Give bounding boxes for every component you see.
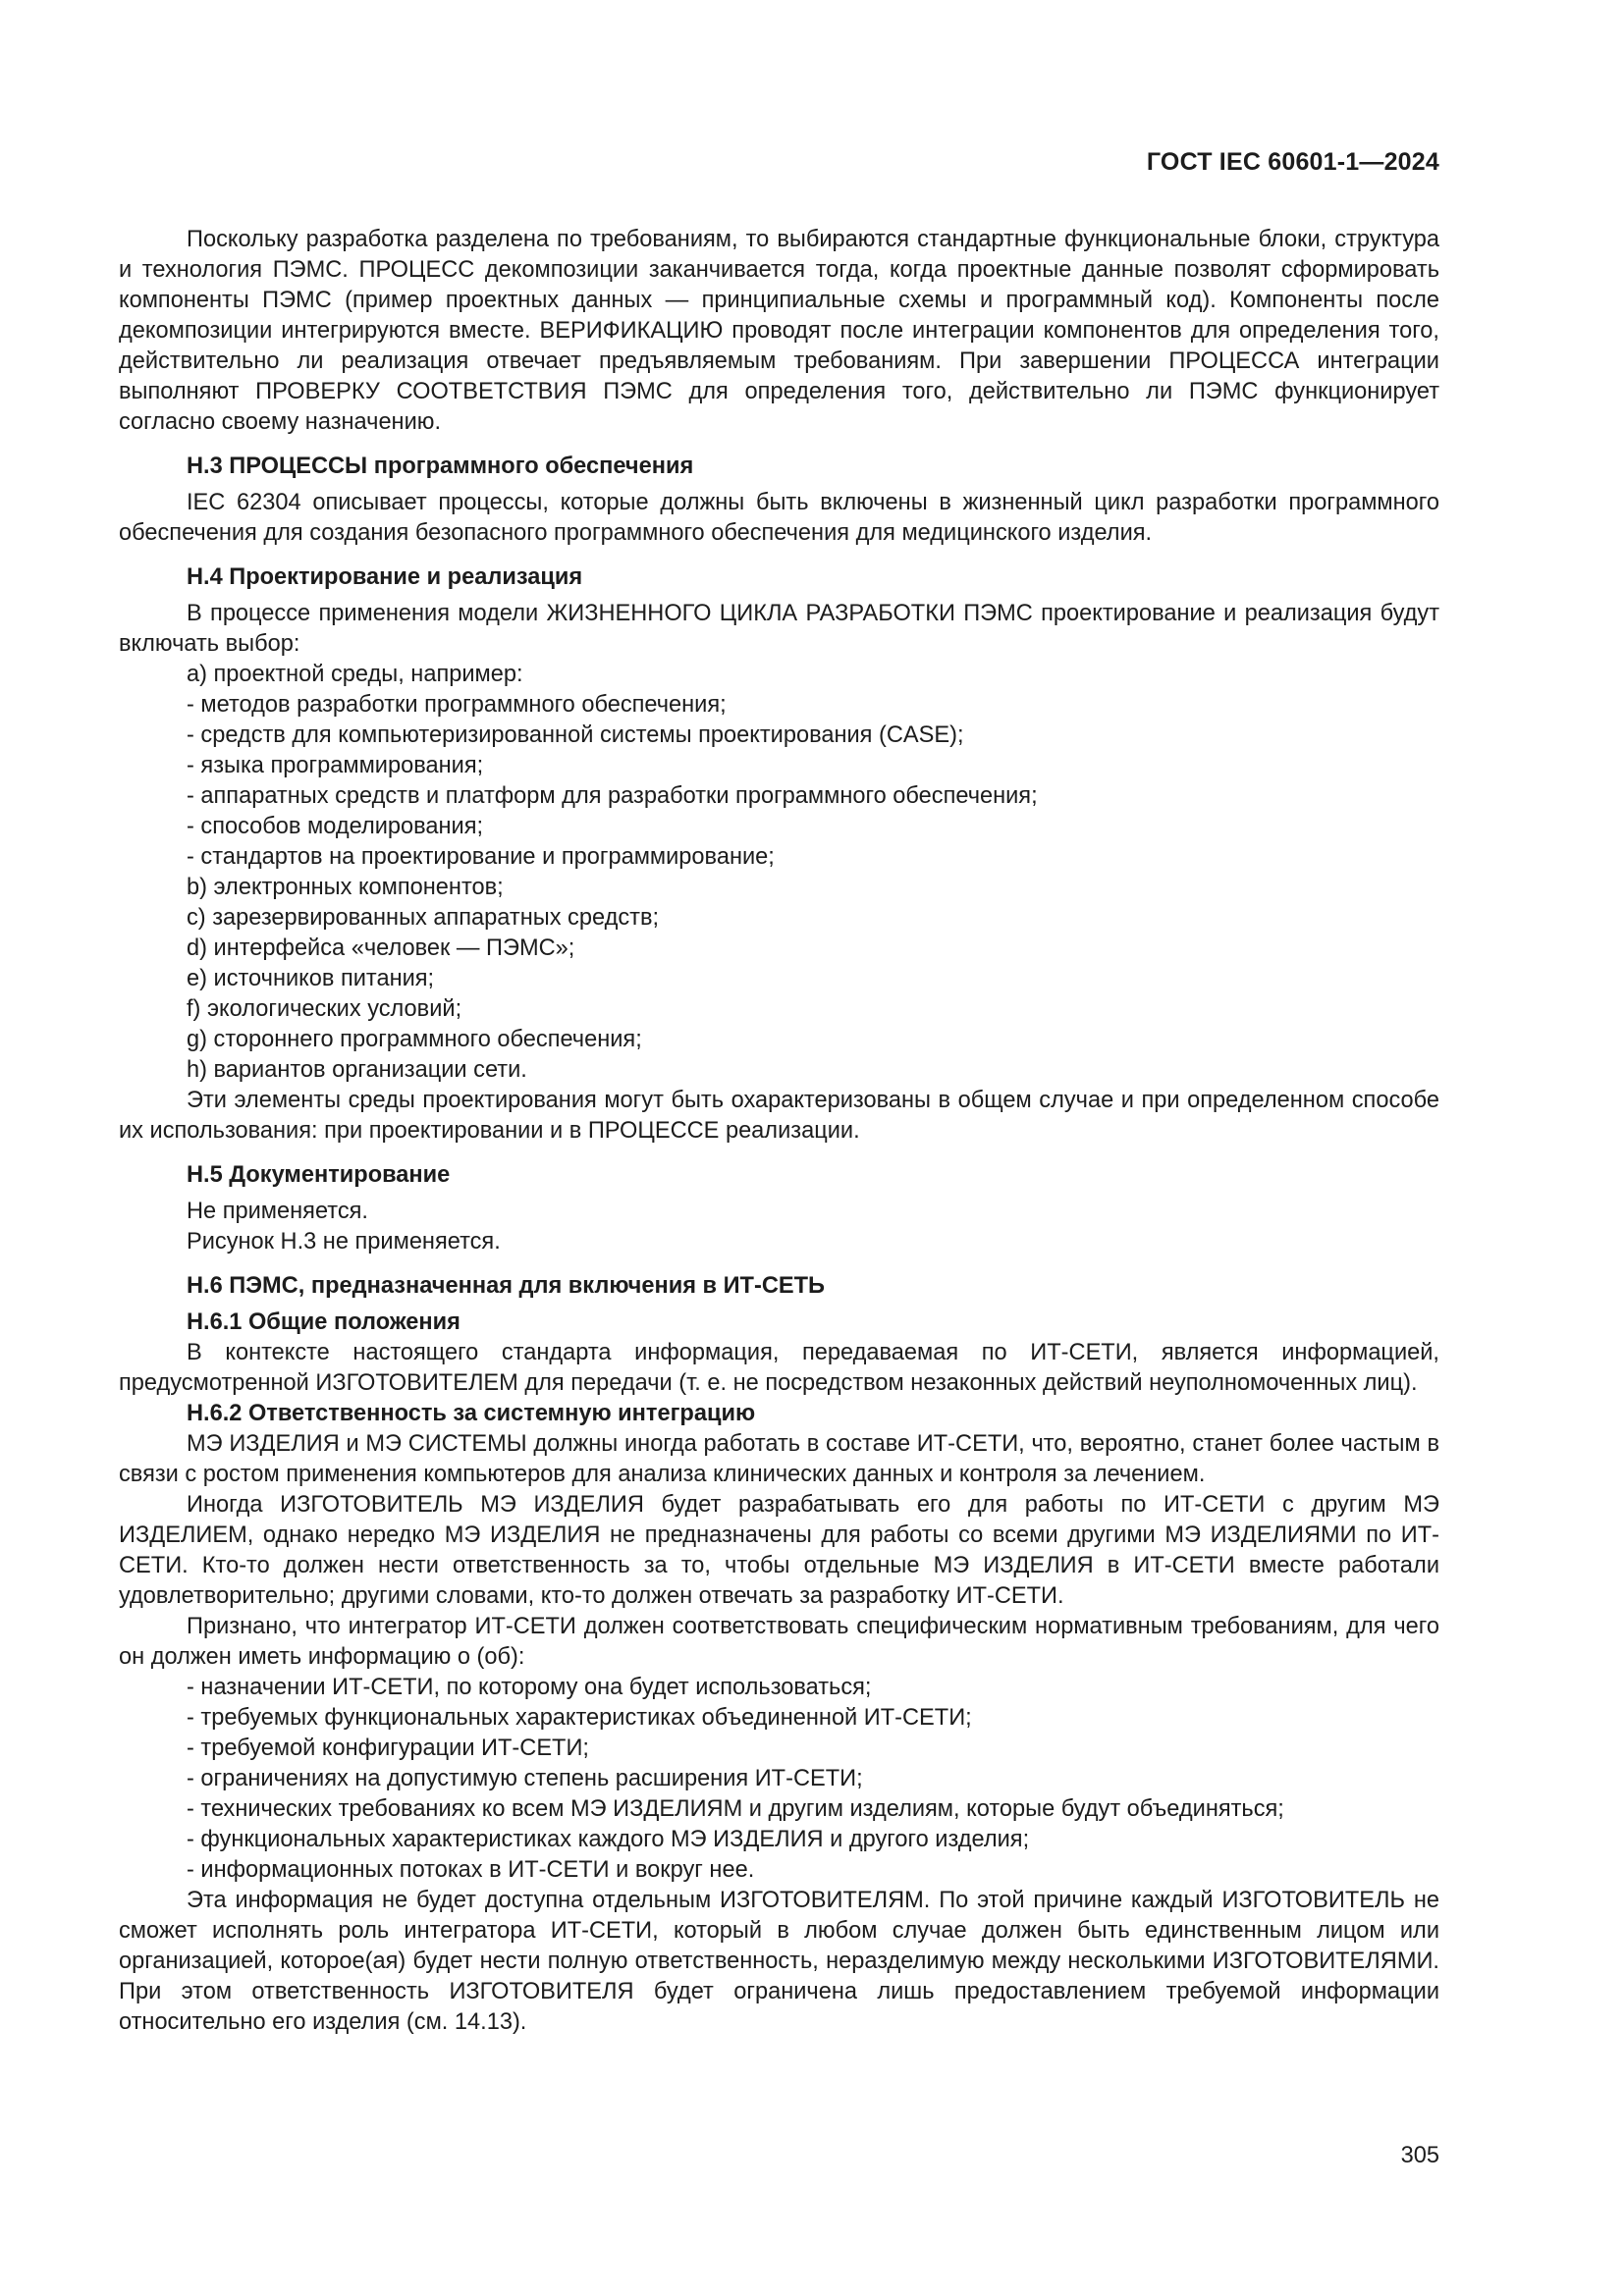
section-h4-title: Н.4 Проектирование и реализация (187, 564, 583, 590)
list-item: - информационных потоках в ИТ-СЕТИ и вокруг нее. (187, 1857, 755, 1883)
standard-designation: ГОСТ IEC 60601-1—2024 (1146, 148, 1439, 176)
list-item: - аппаратных средств и платформ для разработки программного обеспечения; (187, 783, 1038, 809)
page-number: 305 (1400, 2143, 1439, 2168)
list-item: g) стороннего программного обеспечения; (187, 1027, 642, 1052)
list-item: - языка программирования; (187, 753, 484, 778)
section-h5-title: Н.5 Документирование (187, 1162, 451, 1188)
list-item: - методов разработки программного обеспечения; (187, 692, 727, 718)
list-item: - способов моделирования; (187, 814, 484, 839)
section-h5-line2: Рисунок Н.3 не применяется. (187, 1229, 501, 1255)
intro-paragraph: Поскольку разработка разделена по требованиям, то выбираются стандартные функциональные блоки, структура и технология ПЭМС. ПРОЦЕСС декомпозиции заканчивается тогда, когда проектные данные позволят сформировать компоненты ПЭМС (пример проектных данных — принципиальные схемы и программный код). Компоненты после декомпозиции интегрируются вместе. ВЕРИФИКАЦИЮ проводят после интеграции компонентов для определения того, действительно ли реализация отвечает предъявляемым требованиям. При завершении ПРОЦЕССА интеграции выполняют ПРОВЕРКУ СООТВЕТСТВИЯ ПЭМС для определения того, действительно ли ПЭМС функционирует согласно своему назначению. (119, 227, 1439, 435)
section-h6-2-title: Н.6.2 Ответственность за системную интеграцию (187, 1401, 756, 1426)
section-h5-line1: Не применяется. (187, 1199, 368, 1224)
list-item: - технических требованиях ко всем МЭ ИЗДЕЛИЯМ и другим изделиям, которые будут объединяться; (187, 1796, 1284, 1822)
page-content (119, 225, 1439, 2038)
section-h4-paragraph: В процессе применения модели ЖИЗНЕННОГО ЦИКЛА РАЗРАБОТКИ ПЭМС проектирование и реализация будут включать выбор: (119, 601, 1439, 657)
section-h6-2-paragraph-4: Эта информация не будет доступна отдельным ИЗГОТОВИТЕЛЯМ. По этой причине каждый ИЗГОТОВИТЕЛЬ не сможет исполнять роль интегратора ИТ-СЕТИ, который в любом случае должен быть единственным лицом или организацией, которое(ая) будет нести полную ответственность, неразделимую между несколькими ИЗГОТОВИТЕЛЯМИ. При этом ответственность ИЗГОТОВИТЕЛЯ будет ограничена лишь предоставлением требуемой информации относительно его изделия (см. 14.13). (119, 1888, 1439, 2035)
list-item: b) электронных компонентов; (187, 875, 504, 900)
list-item: a) проектной среды, например: (187, 662, 523, 687)
section-h6-2-paragraph-3: Признано, что интегратор ИТ-СЕТИ должен соответствовать специфическим нормативным требованиям, для чего он должен иметь информацию о (об): (119, 1614, 1439, 1670)
list-item: - функциональных характеристиках каждого МЭ ИЗДЕЛИЯ и другого изделия; (187, 1827, 1030, 1852)
list-item: c) зарезервированных аппаратных средств; (187, 905, 660, 931)
section-h4-closing: Эти элементы среды проектирования могут быть охарактеризованы в общем случае и при определенном способе их использования: при проектировании и в ПРОЦЕССЕ реализации. (119, 1088, 1439, 1144)
list-item: - требуемой конфигурации ИТ-СЕТИ; (187, 1735, 589, 1761)
list-item: - назначении ИТ-СЕТИ, по которому она будет использоваться; (187, 1675, 872, 1700)
section-h6-title: Н.6 ПЭМС, предназначенная для включения в ИТ-СЕТЬ (187, 1273, 825, 1299)
section-h6-2-paragraph-2: Иногда ИЗГОТОВИТЕЛЬ МЭ ИЗДЕЛИЯ будет разрабатывать его для работы по ИТ-СЕТИ с другим МЭ ИЗДЕЛИЕМ, однако нередко МЭ ИЗДЕЛИЯ не предназначены для работы со всеми другими МЭ ИЗДЕЛИЯМИ по ИТ-СЕТИ. Кто-то должен нести ответственность за то, чтобы отдельные МЭ ИЗДЕЛИЯ в ИТ-СЕТИ вместе работали удовлетворительно; другими словами, кто-то должен отвечать за разработку ИТ-СЕТИ. (119, 1492, 1439, 1609)
section-h3-title: Н.3 ПРОЦЕССЫ программного обеспечения (187, 454, 694, 479)
list-item: - средств для компьютеризированной системы проектирования (CASE); (187, 722, 964, 748)
list-item: f) экологических условий; (187, 996, 462, 1022)
list-item: - требуемых функциональных характеристиках объединенной ИТ-СЕТИ; (187, 1705, 972, 1731)
section-h6-2-paragraph-1: МЭ ИЗДЕЛИЯ и МЭ СИСТЕМЫ должны иногда работать в составе ИТ-СЕТИ, что, вероятно, станет более частым в связи с ростом применения компьютеров для анализа клинических данных и контроля за лечением. (119, 1431, 1439, 1487)
list-item: - стандартов на проектирование и программирование; (187, 844, 775, 870)
section-h6-1-title: Н.6.1 Общие положения (187, 1309, 460, 1335)
design-choice-list (119, 660, 1439, 1086)
list-item: - ограничениях на допустимую степень расширения ИТ-СЕТИ; (187, 1766, 863, 1791)
list-item: h) вариантов организации сети. (187, 1057, 527, 1083)
section-h6-1-paragraph: В контексте настоящего стандарта информация, передаваемая по ИТ-СЕТИ, является информацией, предусмотренной ИЗГОТОВИТЕЛЕМ для передачи (т. е. не посредством незаконных действий неуполномоченных лиц). (119, 1340, 1439, 1396)
integrator-info-list (119, 1673, 1439, 1886)
section-h3-paragraph: IEC 62304 описывает процессы, которые должны быть включены в жизненный цикл разработки программного обеспечения для создания безопасного программного обеспечения для медицинского изделия. (119, 490, 1439, 546)
list-item: d) интерфейса «человек — ПЭМС»; (187, 935, 575, 961)
list-item: e) источников питания; (187, 966, 435, 991)
